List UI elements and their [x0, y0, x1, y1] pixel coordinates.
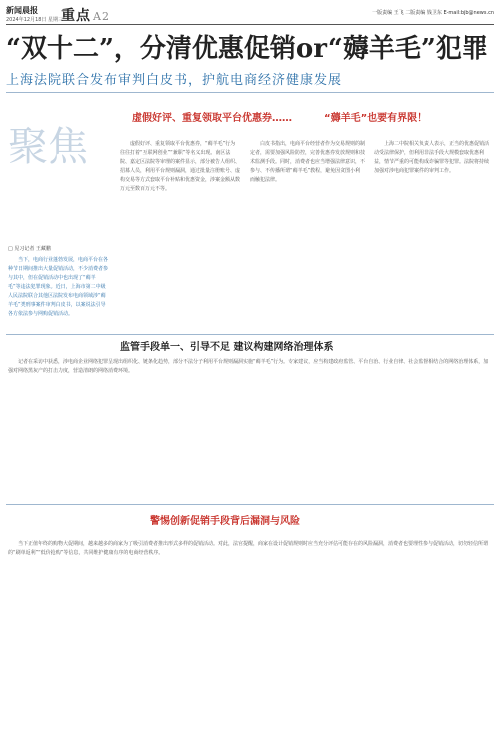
subhead-rule — [6, 92, 494, 93]
byline: □ 见习记者 王藏鹏 — [8, 246, 51, 252]
section3-text: 当下正值年终的购物大促期间，越来越多的商家为了吸引消费者推出形式多样的促销活动。对此，法官提醒，商家在设计促销规则时应当充分评估可能存在的风险漏洞，消费者也要理性参与促销活动，切勿轻信所谓的“刷单返利”“低价抢购”等信息，共同维护健康有序的电商经营秩序。 — [8, 541, 489, 556]
section2-title: 监管手段单一、引导不足 建议构建网络治理体系 — [120, 342, 334, 353]
section1-title-right: “薅羊毛”也要有界限！ — [324, 113, 428, 124]
section-name: 重点 — [61, 8, 91, 24]
header-rule — [6, 24, 494, 25]
section2-text: 记者在采访中获悉，涉电商企业网络犯罪呈现出组织化、链条化趋势，部分不法分子利用平台规则漏洞实施“薅羊毛”行为。专家建议，应当构建政府监管、平台自治、行业自律、社会监督相结合的网络治理体系，加强对网络黑灰产的打击力度，营造清朗的网络消费环境。 — [8, 359, 489, 374]
section1-title-left: 虚假好评、重复领取平台优惠券…… — [132, 113, 292, 124]
paper-name: 新闻晨报 — [6, 5, 38, 15]
section2-rule — [6, 334, 494, 335]
section1-column-3: 上海二中院相关负责人表示，正当的优惠促销活动受法律保护，但利用非法手段大规模套取优惠利益，情节严重的可能构成诈骗罪等犯罪。法院将持续加强对涉电商犯罪案件的审判工作。 — [374, 141, 490, 174]
headline: “双十二”，分清优惠促销or“薅羊毛”犯罪 — [6, 34, 488, 64]
section1-column-2: 白皮书指出，电商平台经营者作为交易规则的制定者，需要加强风险防控，完善优惠券发放规则和技术监测手段。同时，消费者也应当增强法律意识，不参与、不传播所谓“薅羊毛”教程，避免因贪图小利而触犯法律。 — [250, 141, 365, 183]
section3-rule — [6, 504, 494, 505]
section-title — [61, 5, 110, 25]
subheadline: 上海法院联合发布审判白皮书，护航电商经济健康发展 — [6, 73, 343, 88]
issue-date: 2024年12月18日 星期三 — [6, 17, 64, 23]
page-number: A2 — [93, 10, 110, 23]
section1-column-1: 虚假好评、重复领取平台优惠券，“薅羊毛”行为往往打着“互联网创业”“兼职”等名义出现。南区法院、嘉定区法院等审理的案件显示，部分被告人组织、招募人员，利用平台规则漏洞，通过批量注册账号、虚构交易等方式套取平台补贴和优惠资金，涉案金额从数万元至数百万元不等。 — [120, 141, 240, 192]
decorative-word: 聚焦 — [8, 124, 88, 170]
editor-info: 一版责编 王飞 二版责编 钱卫东 E-mail:bjb@news.cn — [372, 10, 494, 16]
masthead-bar — [6, 5, 494, 23]
section3-title: 警惕创新促销手段背后漏洞与风险 — [150, 516, 300, 527]
lede-paragraph: 当下，电商行业蓬勃发展，电商平台在各种节日期间推出大量促销活动，不少消费者参与其中，但在促销活动中也出现了“薅羊毛”等违法犯罪现象。近日，上海市第二中级人民法院联合其他区法院发布电商领域涉“薅羊毛”类刑事案件审判白皮书，以案说法引导各方依法参与网购促销活动。 — [8, 257, 108, 317]
